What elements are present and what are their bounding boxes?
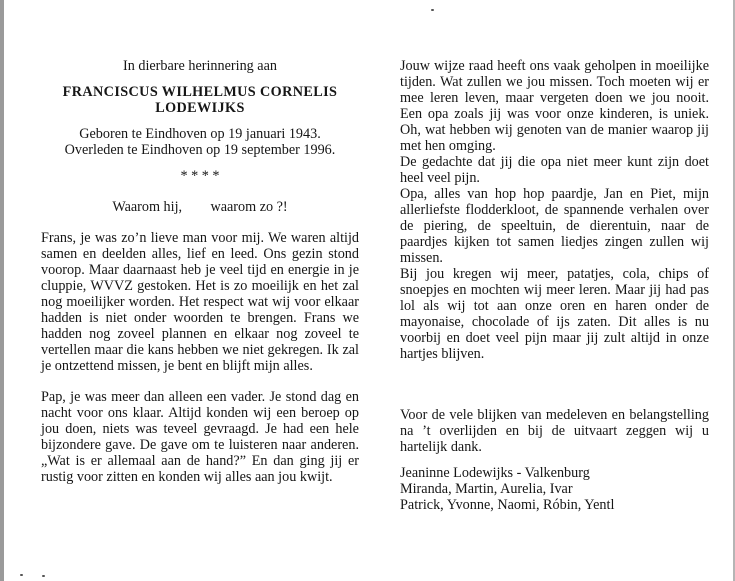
birth-line: Geboren te Eindhoven op 19 januari 1943. xyxy=(79,126,321,142)
thanks-text: Voor de vele blijken van medeleven en belangstelling na ’t overlijden en bij de uitvaart zeggen wij u hartelijk dank. xyxy=(400,407,709,455)
scan-speck xyxy=(42,575,45,577)
left-column xyxy=(41,58,359,485)
right-column xyxy=(400,58,709,513)
question-line: Waarom hij, waarom zo ?! xyxy=(112,199,288,215)
death-line: Overleden te Eindhoven op 19 september 1996. xyxy=(64,142,336,158)
family-signature-1: Jeaninne Lodewijks - Valkenburg xyxy=(400,465,590,481)
family-signature-3: Patrick, Yvonne, Naomi, Róbin, Yentl xyxy=(400,497,615,513)
deceased-surname: LODEWIJKS xyxy=(155,100,245,116)
paragraph-father: Pap, je was meer dan alleen een vader. Je stond dag en nacht voor ons klaar. Altijd konden wij een beroep op jou doen, niets was teveel gevraagd. Je had een hele bijzondere gave. De gave om te luisteren naar anderen. „Wat is er allemaal aan de hand?” En dan ging jij er rustig voor zitten en konden wij alles aan jou kwijt. xyxy=(41,389,359,485)
paragraph-wife: Frans, je was zo’n lieve man voor mij. We waren altijd samen en deelden alles, lief en leed. Ons gezin stond voorop. Maar daarnaast heb je veel tijd en energie in je cluppie, WVVZ gestoken. Het is zo moeilijk en het zal nog moeilijker worden. Het respect wat wij voor elkaar hadden is niet onder woorden te brengen. Frans we hadden nog zoveel plannen en elkaar nog zoveel te vertellen maar die kans hebben we niet gekregen. Ik zal je ontzettend missen, je bent en blijft mijn alles. xyxy=(41,230,359,374)
paragraph-advice: Jouw wijze raad heeft ons vaak geholpen in moeilijke tijden. Wat zullen we jou missen. Toch moeten wij er mee leren leven, maar vergeten doen we jou nooit. Een opa zoals jij was voor onze kinderen, is uniek. Oh, wat hebben wij genoten van de manier waarop jij met hen omging. xyxy=(400,58,709,154)
paragraph-treats: Bij jou kregen wij meer, patatjes, cola, chips of snoepjes en mochten wij meer leren. Maar jij had pas lol als wij tot aan onze oren en haren onder de mayonaise, chocolade of ijs zaten. Dit alles is nu voorbij en doet veel pijn maar jij zult altijd in onze hartjes blijven. xyxy=(400,266,709,362)
paragraph-grandpa: Opa, alles van hop hop paardje, Jan en Piet, mijn allerliefste flodderkloot, de spannende verhalen over de piering, de speeltuin, de dierentuin, naar de paardjes kijken tot samen liedjes zingen zullen wij missen. xyxy=(400,186,709,266)
family-signature-2: Miranda, Martin, Aurelia, Ivar xyxy=(400,481,573,497)
scan-left-border xyxy=(0,0,4,581)
scan-speck xyxy=(431,9,434,11)
paragraph-grief: De gedachte dat jij die opa niet meer kunt zijn doet heel veel pijn. xyxy=(400,154,709,186)
deceased-name: FRANCISCUS WILHELMUS CORNELIS xyxy=(62,84,338,100)
intro-text: In dierbare herinnering aan xyxy=(122,58,277,74)
separator-stars: * * * * xyxy=(180,168,220,184)
scan-speck xyxy=(20,574,23,576)
